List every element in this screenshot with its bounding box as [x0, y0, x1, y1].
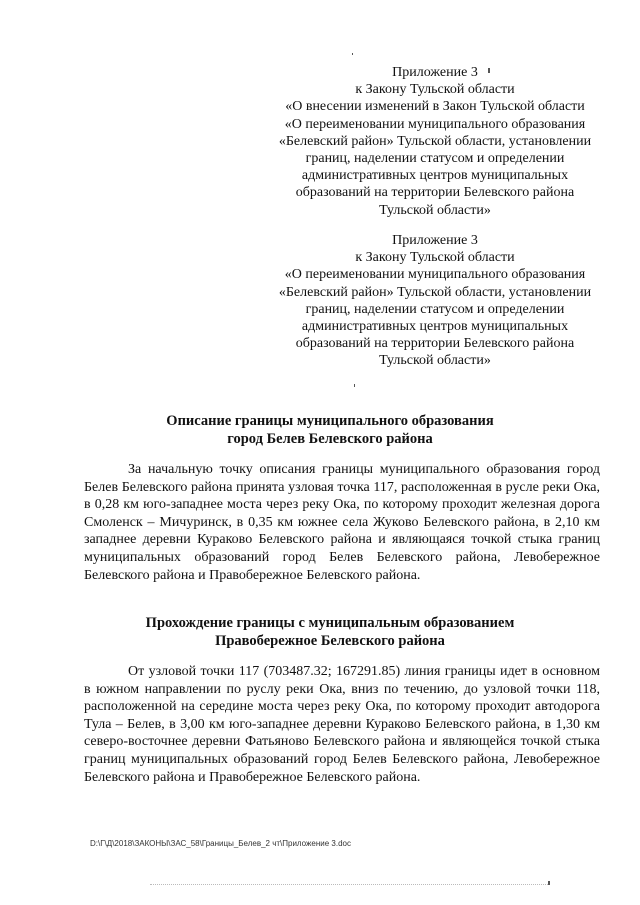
heading-line: Правобережное Белевского района [215, 633, 445, 649]
section-heading-boundary-description [60, 412, 600, 448]
appendix-line: «О переименовании муниципального образования [284, 116, 586, 132]
appendix-line: административных центров муниципальных [301, 168, 569, 184]
heading-line: город Белев Белевского района [227, 431, 433, 447]
scan-speck [548, 881, 550, 885]
appendix-line: Тульской области» [379, 202, 491, 218]
footer-file-path: D:\Г\Д\2018\ЗАКОНЫ\ЗАС_58\Границы_Белев_2 чт\Приложение 3.doc [90, 839, 351, 848]
boundary-start-paragraph: За начальную точку описания границы муниципального образования город Белев Белевского района принята узловая точка 117, расположенная в русле реки Ока, в 0,28 км юго-западнее моста через реку Ока, по которому проходит железная дорога Смоленск – Мичуринск, в 0,35 км южнее села Жуково Белевского района, в 2,10 км западнее деревни Кураково Белевского района и являющаяся точкой стыка границ муниципальных образований город Белев Белевского района, Левобережное Белевского района и Правобережное Белевского района. [84, 462, 600, 583]
scan-speck [488, 68, 490, 73]
appendix-line: «Белевский район» Тульской области, установлении [278, 133, 592, 149]
appendix-line: к Закону Тульской области [355, 82, 515, 98]
appendix-line: образований на территории Белевского района [295, 336, 575, 352]
scan-speck [352, 53, 353, 55]
appendix-line: Тульской области» [379, 353, 491, 369]
scan-speck [354, 384, 355, 387]
appendix-line: Приложение 3 [392, 233, 478, 248]
appendix-line: Приложение 3 [392, 65, 478, 80]
heading-line: Описание границы муниципального образования [166, 413, 494, 429]
boundary-route-paragraph: От узловой точки 117 (703487.32; 167291.85) линия границы идет в основном в южном направлении по руслу реки Ока, вниз по течению, до узловой точки 118, расположенной на середине моста через реку Ока, по которому проходит автодорога Тула – Белев, в 3,00 км юго-западнее деревни Кураково Белевского района, в 1,30 км северо-восточнее деревни Фатьяново Белевского района и являющейся точкой стыка границ муниципальных образований город Белев Белевского района, Левобережное Белевского района и Правобережное Белевского района. [84, 664, 600, 785]
appendix-line: к Закону Тульской области [355, 250, 515, 266]
appendix-line: образований на территории Белевского района [295, 185, 575, 201]
appendix-line: административных центров муниципальных [301, 319, 569, 335]
appendix-line: границ, наделении статусом и определении [305, 301, 565, 317]
heading-line: Прохождение границы с муниципальным образованием [145, 615, 515, 631]
section-heading-boundary-pravoberezhnoe [60, 614, 600, 650]
appendix-header-original [250, 232, 620, 370]
appendix-line: «О переименовании муниципального образования [284, 267, 586, 283]
appendix-header-amendment [250, 64, 620, 219]
appendix-line: границ, наделении статусом и определении [305, 151, 565, 167]
appendix-line: «О внесении изменений в Закон Тульской области [285, 99, 585, 115]
scan-artifact-line [150, 884, 550, 886]
appendix-line: «Белевский район» Тульской области, установлении [278, 284, 592, 300]
